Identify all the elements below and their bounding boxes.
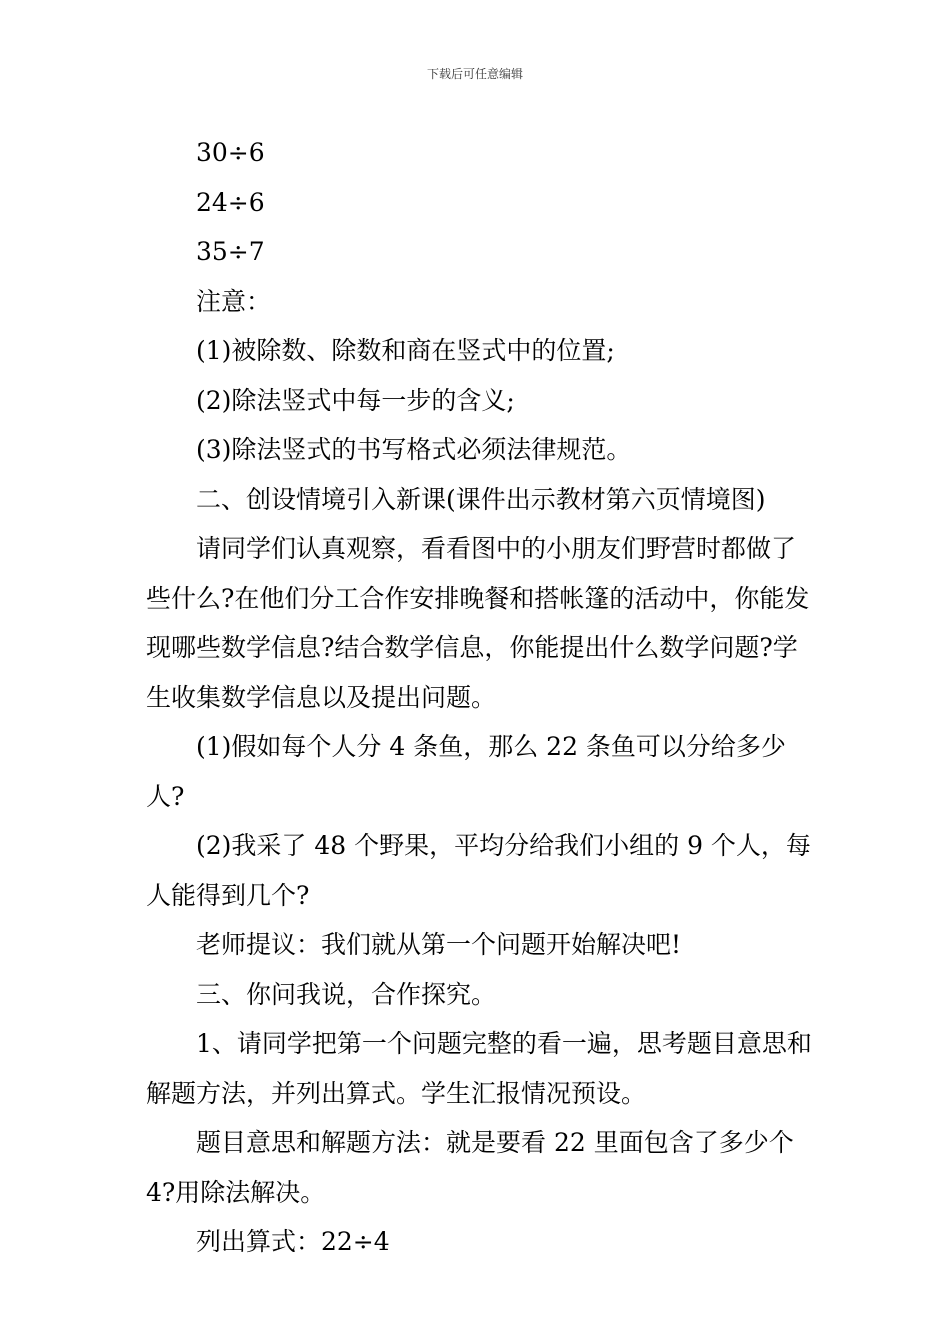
paragraph-note-2: (2)除法竖式中每一步的含义; (196, 385, 515, 415)
paragraph-question-1: (1)假如每个人分 4 条鱼，那么 22 条鱼可以分给多少人? (146, 732, 786, 811)
paragraph-question-2: (2)我采了 48 个野果，平均分给我们小组的 9 个人，每人能得到几个? (146, 831, 811, 910)
paragraph-step-1: 1、请同学把第一个问题完整的看一遍，思考题目意思和解题方法，并列出算式。学生汇报情况预设。 (146, 1029, 812, 1108)
paragraph-expression-2: 24÷6 (196, 187, 265, 217)
paragraph-problem-meaning: 题目意思和解题方法：就是要看 22 里面包含了多少个 4?用除法解决。 (146, 1128, 794, 1207)
paragraph-teacher-suggestion: 老师提议：我们就从第一个问题开始解决吧! (196, 930, 682, 959)
paragraph-section-two-heading: 二、创设情境引入新课(课件出示教材第六页情境图) (196, 484, 766, 514)
document-body (146, 128, 818, 1267)
paragraph-note-3: (3)除法竖式的书写格式必须法律规范。 (196, 435, 632, 464)
paragraph-expression-3: 35÷7 (196, 237, 265, 266)
paragraph-observation: 请同学们认真观察，看看图中的小朋友们野营时都做了些什么?在他们分工合作安排晚餐和搭帐篷的活动中，你能发现哪些数学信息?结合数学信息，你能提出什么数学问题?学生收集数学信息以及提出问题。 (146, 534, 810, 712)
paragraph-note-heading: 注意： (196, 286, 272, 316)
paragraph-expression-result: 列出算式：22÷4 (196, 1227, 390, 1256)
paragraph-section-three-heading: 三、你问我说，合作探究。 (196, 979, 497, 1009)
page-header: 下载后可任意编辑 (426, 67, 523, 81)
paragraph-note-1: (1)被除数、除数和商在竖式中的位置; (196, 336, 615, 365)
paragraph-expression-1: 30÷6 (196, 138, 265, 167)
